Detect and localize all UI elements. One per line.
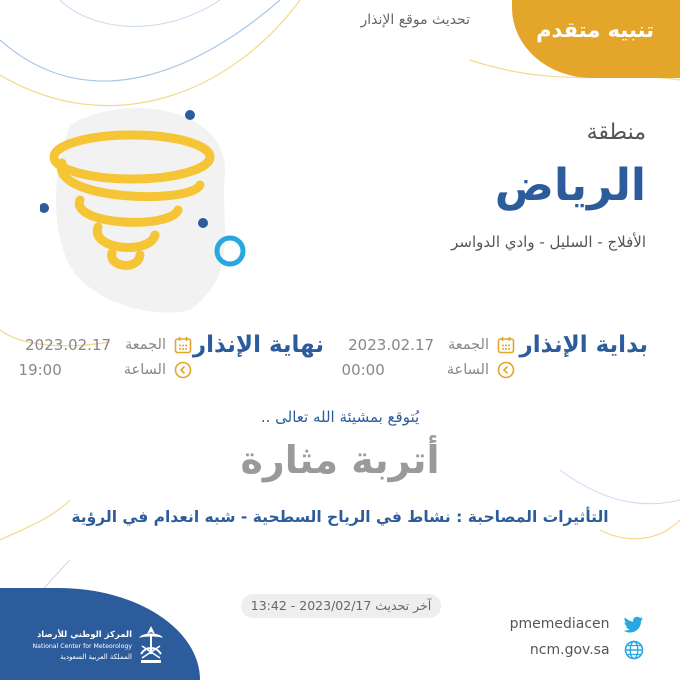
twitter-icon <box>624 614 644 634</box>
forecast-intro: يُتوقع بمشيئة الله تعالى .. <box>260 408 420 426</box>
warning-start-date-row <box>348 336 515 354</box>
country-name-ar: المملكة العربية السعودية <box>60 653 132 661</box>
warning-end-title: نهاية الإنذار <box>192 332 324 358</box>
warning-end-title-wrap <box>193 332 324 358</box>
forecast-phenomenon: أتربة مثارة <box>240 438 440 482</box>
clock-icon <box>497 361 515 379</box>
org-name-en: National Center for Meteorology <box>32 643 132 650</box>
warning-start-time-label: الساعة <box>446 362 489 378</box>
warning-end-time: 19:00 <box>18 361 62 379</box>
org-name-ar: المركز الوطني للأرصاد <box>36 630 132 640</box>
dust-whirl-icon <box>40 105 260 315</box>
warning-end-time-row <box>19 361 192 379</box>
warning-start-title: بداية الإنذار <box>519 332 648 358</box>
globe-icon <box>624 640 644 660</box>
region-label: منطقة <box>586 120 646 145</box>
badge-label: تنبيه متقدم <box>536 18 654 42</box>
warning-start-date: 2023.02.17 <box>348 336 435 354</box>
warning-end-date: 2023.02.17 <box>25 336 112 354</box>
warning-end-day-label: الجمعة <box>125 337 166 353</box>
clock-icon <box>174 361 192 379</box>
calendar-icon <box>497 336 515 354</box>
calendar-icon <box>174 336 192 354</box>
update-location-link[interactable]: تحديث موقع الإنذار <box>360 12 470 28</box>
twitter-handle[interactable]: pmemediacen <box>509 616 610 632</box>
website-contact[interactable] <box>530 640 644 660</box>
forecast-effects: التأثيرات المصاحبة : نشاط في الرياح السطحية - شبه انعدام في الرؤية <box>71 508 609 526</box>
warning-end-date-row <box>25 336 192 354</box>
warning-start-time: 00:00 <box>341 361 385 379</box>
last-update-pill: آخر تحديث 2023/02/17 - 13:42 <box>241 594 441 618</box>
warning-start-title-wrap <box>520 332 648 358</box>
website-link[interactable]: ncm.gov.sa <box>529 642 610 658</box>
ncm-emblem-icon <box>132 624 170 666</box>
warning-start-time-row <box>342 361 515 379</box>
region-subareas: الأفلاج - السليل - وادي الدواسر <box>451 233 646 251</box>
warning-start-day-label: الجمعة <box>448 337 489 353</box>
warning-end-time-label: الساعة <box>123 362 166 378</box>
region-name: الرياض <box>494 160 646 211</box>
twitter-contact[interactable] <box>510 614 644 634</box>
